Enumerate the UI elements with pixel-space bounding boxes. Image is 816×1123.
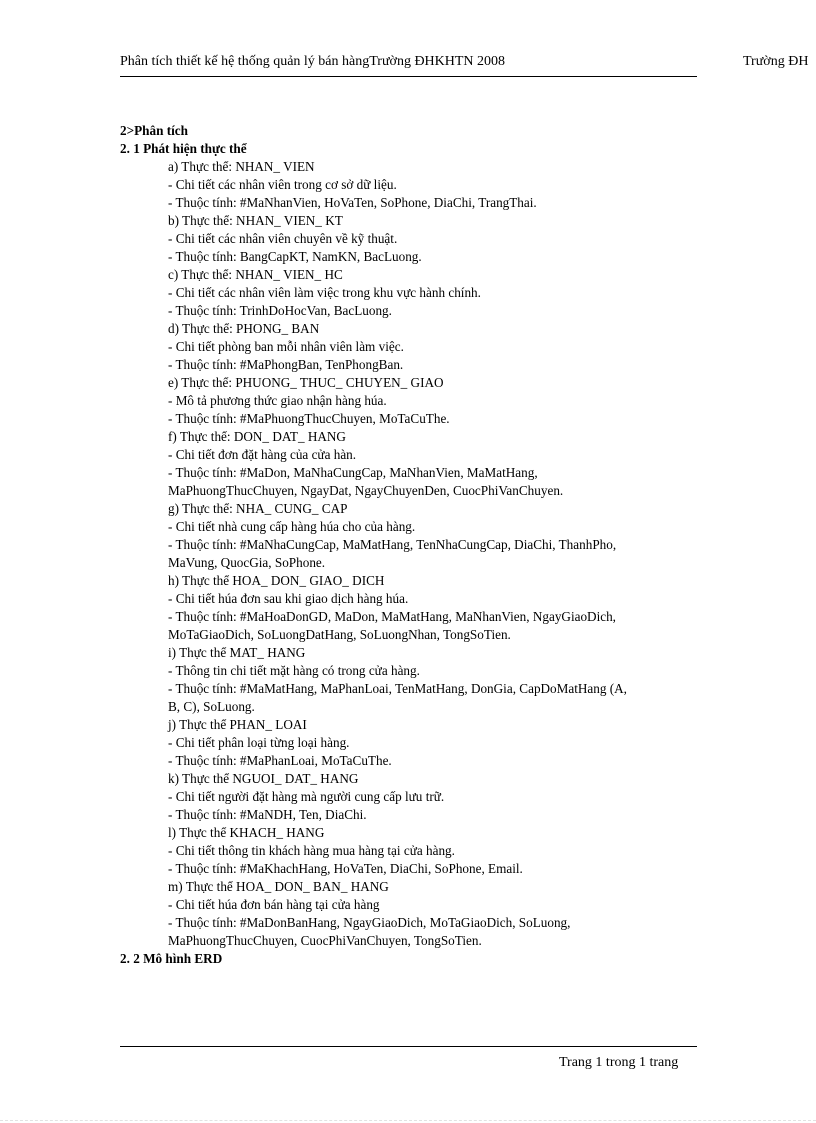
body-line: g) Thực thể: NHA_ CUNG_ CAP <box>168 501 348 516</box>
body-line: j) Thực thể PHAN_ LOAI <box>168 717 307 732</box>
body-line: f) Thực thể: DON_ DAT_ HANG <box>168 429 346 444</box>
body-line: i) Thực thể MAT_ HANG <box>168 645 306 660</box>
body-line: - Chi tiết các nhân viên chuyên về kỹ thuật. <box>168 231 398 246</box>
body-line: - Thuộc tính: BangCapKT, NamKN, BacLuong. <box>168 249 422 264</box>
body-line: a) Thực thể: NHAN_ VIEN <box>168 159 315 174</box>
body-line: - Chi tiết húa đơn sau khi giao dịch hàng húa. <box>168 591 409 606</box>
body-line: h) Thực thể HOA_ DON_ GIAO_ DICH <box>168 573 385 588</box>
body-line: - Chi tiết húa đơn bán hàng tại cửa hàng <box>168 897 380 912</box>
body-line: MaVung, QuocGia, SoPhone. <box>168 555 326 570</box>
subsection-heading-erd: 2. 2 Mô hình ERD <box>120 951 223 966</box>
body-line: d) Thực thể: PHONG_ BAN <box>168 321 320 336</box>
body-line: - Chi tiết phân loại từng loại hàng. <box>168 735 350 750</box>
body-line: - Thuộc tính: #MaNDH, Ten, DiaChi. <box>168 807 367 822</box>
body-line: - Thuộc tính: #MaKhachHang, HoVaTen, DiaChi, SoPhone, Email. <box>168 861 523 876</box>
body-line: - Thuộc tính: #MaMatHang, MaPhanLoai, TenMatHang, DonGia, CapDoMatHang (A, <box>168 681 627 696</box>
entity-list <box>120 158 720 950</box>
body-line: - Chi tiết đơn đặt hàng của cửa hàn. <box>168 447 357 462</box>
body-line: MaPhuongThucChuyen, CuocPhiVanChuyen, TongSoTien. <box>168 933 482 948</box>
footer-divider <box>120 1046 697 1047</box>
body-line: - Thuộc tính: #MaPhuongThucChuyen, MoTaCuThe. <box>168 411 450 426</box>
body-line: c) Thực thể: NHAN_ VIEN_ HC <box>168 267 343 282</box>
subsection-heading: 2. 1 Phát hiện thực thể <box>120 141 247 156</box>
body-line: - Chi tiết thông tin khách hàng mua hàng tại cửa hàng. <box>168 843 455 858</box>
body-line: b) Thực thể: NHAN_ VIEN_ KT <box>168 213 343 228</box>
body-line: e) Thực thể: PHUONG_ THUC_ CHUYEN_ GIAO <box>168 375 444 390</box>
body-line: MoTaGiaoDich, SoLuongDatHang, SoLuongNhan, TongSoTien. <box>168 627 511 642</box>
body-line: - Chi tiết người đặt hàng mà người cung cấp lưu trữ. <box>168 789 445 804</box>
body-line: - Chi tiết các nhân viên trong cơ sở dữ liệu. <box>168 177 397 192</box>
body-line: - Chi tiết các nhân viên làm việc trong khu vực hành chính. <box>168 285 481 300</box>
header-divider <box>120 76 697 77</box>
body-line: - Thuộc tính: #MaPhongBan, TenPhongBan. <box>168 357 404 372</box>
body-line: - Thuộc tính: #MaNhanVien, HoVaTen, SoPhone, DiaChi, TrangThai. <box>168 195 537 210</box>
body-line: - Thuộc tính: TrinhDoHocVan, BacLuong. <box>168 303 392 318</box>
body-line: l) Thực thể KHACH_ HANG <box>168 825 325 840</box>
body-line: - Chi tiết phòng ban mỗi nhân viên làm việc. <box>168 339 404 354</box>
document-body <box>120 122 720 968</box>
body-line: - Thuộc tính: #MaPhanLoai, MoTaCuThe. <box>168 753 392 768</box>
body-line: - Chi tiết nhà cung cấp hàng húa cho của hàng. <box>168 519 416 534</box>
body-line: MaPhuongThucChuyen, NgayDat, NgayChuyenDen, CuocPhiVanChuyen. <box>168 483 564 498</box>
page-header-right: Trường ĐH <box>743 54 809 69</box>
body-line: - Thuộc tính: #MaDonBanHang, NgayGiaoDich, MoTaGiaoDich, SoLuong, <box>168 915 571 930</box>
page-boundary <box>0 1120 816 1121</box>
page-number: Trang 1 trong 1 trang <box>559 1055 679 1070</box>
body-line: m) Thực thể HOA_ DON_ BAN_ HANG <box>168 879 389 894</box>
body-line: B, C), SoLuong. <box>168 699 255 714</box>
body-line: k) Thực thể NGUOI_ DAT_ HANG <box>168 771 359 786</box>
section-heading: 2>Phân tích <box>120 123 188 138</box>
body-line: - Thuộc tính: #MaHoaDonGD, MaDon, MaMatHang, MaNhanVien, NgayGiaoDich, <box>168 609 616 624</box>
body-line: - Thuộc tính: #MaNhaCungCap, MaMatHang, TenNhaCungCap, DiaChi, ThanhPho, <box>168 537 617 552</box>
body-line: - Mô tả phương thức giao nhận hàng húa. <box>168 393 387 408</box>
body-line: - Thuộc tính: #MaDon, MaNhaCungCap, MaNhanVien, MaMatHang, <box>168 465 538 480</box>
body-line: - Thông tin chi tiết mặt hàng có trong cửa hàng. <box>168 663 420 678</box>
page-header-title: Phân tích thiết kế hệ thống quản lý bán hàngTrường ĐHKHTN 2008 <box>120 54 506 69</box>
